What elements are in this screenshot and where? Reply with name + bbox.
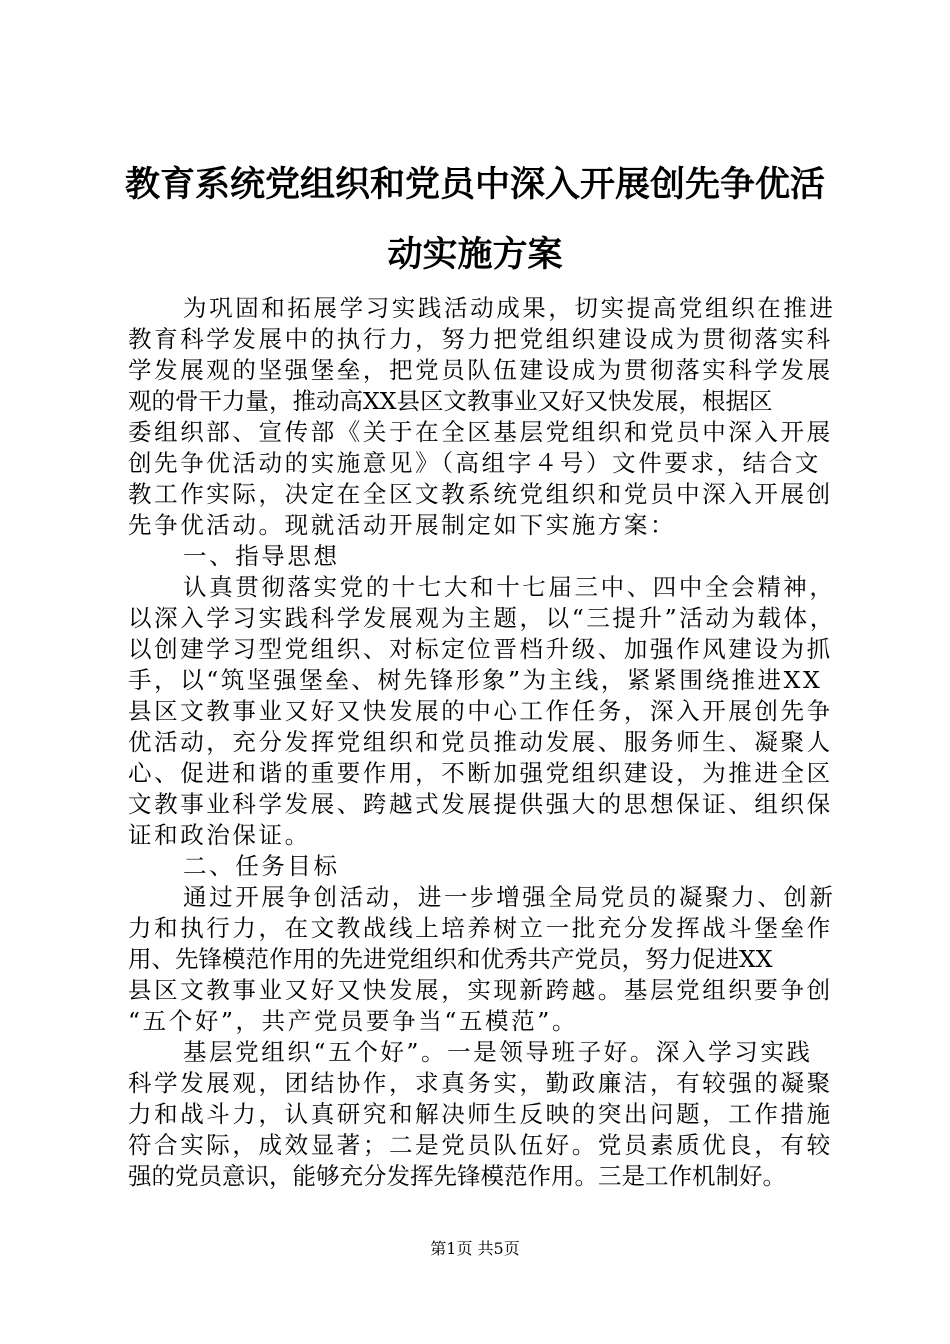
paragraph-line: 强的党员意识，能够充分发挥先锋模范作用。三是工作机制好。 xyxy=(128,1162,786,1190)
paragraph-line: 通过开展争创活动，进一步增强全局党员的凝聚力、创新 xyxy=(183,883,836,911)
paragraph-line: 符合实际，成效显著；二是党员队伍好。党员素质优良，有较 xyxy=(128,1131,833,1159)
paragraph-line: 认真贯彻落实党的十七大和十七届三中、四中全会精神， xyxy=(183,573,836,601)
paragraph-line: 以深入学习实践科学发展观为主题，以“三提升”活动为载体， xyxy=(128,604,836,632)
paragraph-line: 教育科学发展中的执行力，努力把党组织建设成为贯彻落实科 xyxy=(128,325,833,353)
section-heading: 二、任务目标 xyxy=(183,852,340,880)
paragraph-line: 心、促进和谐的重要作用，不断加强党组织建设，为推进全区 xyxy=(128,759,833,787)
section-heading: 一、指导思想 xyxy=(183,542,340,570)
paragraph-line: 观的骨干力量，推动高XX县区文教事业又好又快发展，根据区 xyxy=(128,387,773,415)
page-footer: 第1页 共5页 xyxy=(430,1239,520,1258)
paragraph-line: 力和战斗力，认真研究和解决师生反映的突出问题，工作措施 xyxy=(128,1100,833,1128)
paragraph-line: 创先争优活动的实施意见》（高组字４号）文件要求，结合文 xyxy=(128,449,821,477)
paragraph-line: 先争优活动。现就活动开展制定如下实施方案： xyxy=(128,511,677,539)
paragraph-line: 力和执行力，在文教战线上培养树立一批充分发挥战斗堡垒作 xyxy=(128,914,833,942)
paragraph-line: 以创建学习型党组织、对标定位晋档升级、加强作风建设为抓 xyxy=(128,635,833,663)
paragraph-line: 教工作实际，决定在全区文教系统党组织和党员中深入开展创 xyxy=(128,480,833,508)
document-body xyxy=(128,293,840,1192)
paragraph-line: 证和政治保证。 xyxy=(128,821,311,849)
paragraph-line: 文教事业科学发展、跨越式发展提供强大的思想保证、组织保 xyxy=(128,790,833,818)
paragraph-line: 委组织部、宣传部《关于在全区基层党组织和党员中深入开展 xyxy=(128,418,833,446)
paragraph-line: 县区文教事业又好又快发展的中心工作任务，深入开展创先争 xyxy=(128,697,833,725)
paragraph-line: “五个好”，共产党员要争当“五模范”。 xyxy=(128,1007,578,1035)
paragraph-line: 科学发展观，团结协作，求真务实，勤政廉洁，有较强的凝聚 xyxy=(128,1069,833,1097)
paragraph-line: 优活动，充分发挥党组织和党员推动发展、服务师生、凝聚人 xyxy=(128,728,833,756)
paragraph-line: 为巩固和拓展学习实践活动成果，切实提高党组织在推进 xyxy=(183,294,836,322)
paragraph-line: 县区文教事业又好又快发展，实现新跨越。基层党组织要争创 xyxy=(128,976,833,1004)
document-title-line-2: 动实施方案 xyxy=(387,235,563,275)
paragraph-line: 手，以“筑坚强堡垒、树先锋形象”为主线，紧紧围绕推进XX xyxy=(128,666,823,694)
paragraph-line: 学发展观的坚强堡垒，把党员队伍建设成为贯彻落实科学发展 xyxy=(128,356,833,384)
document-title-line-1: 教育系统党组织和党员中深入开展创先争优活 xyxy=(124,165,825,205)
paragraph-line: 用、先锋模范作用的先进党组织和优秀共产党员，努力促进XX xyxy=(128,945,773,973)
paragraph-line: 基层党组织“五个好”。一是领导班子好。深入学习实践 xyxy=(183,1038,813,1066)
